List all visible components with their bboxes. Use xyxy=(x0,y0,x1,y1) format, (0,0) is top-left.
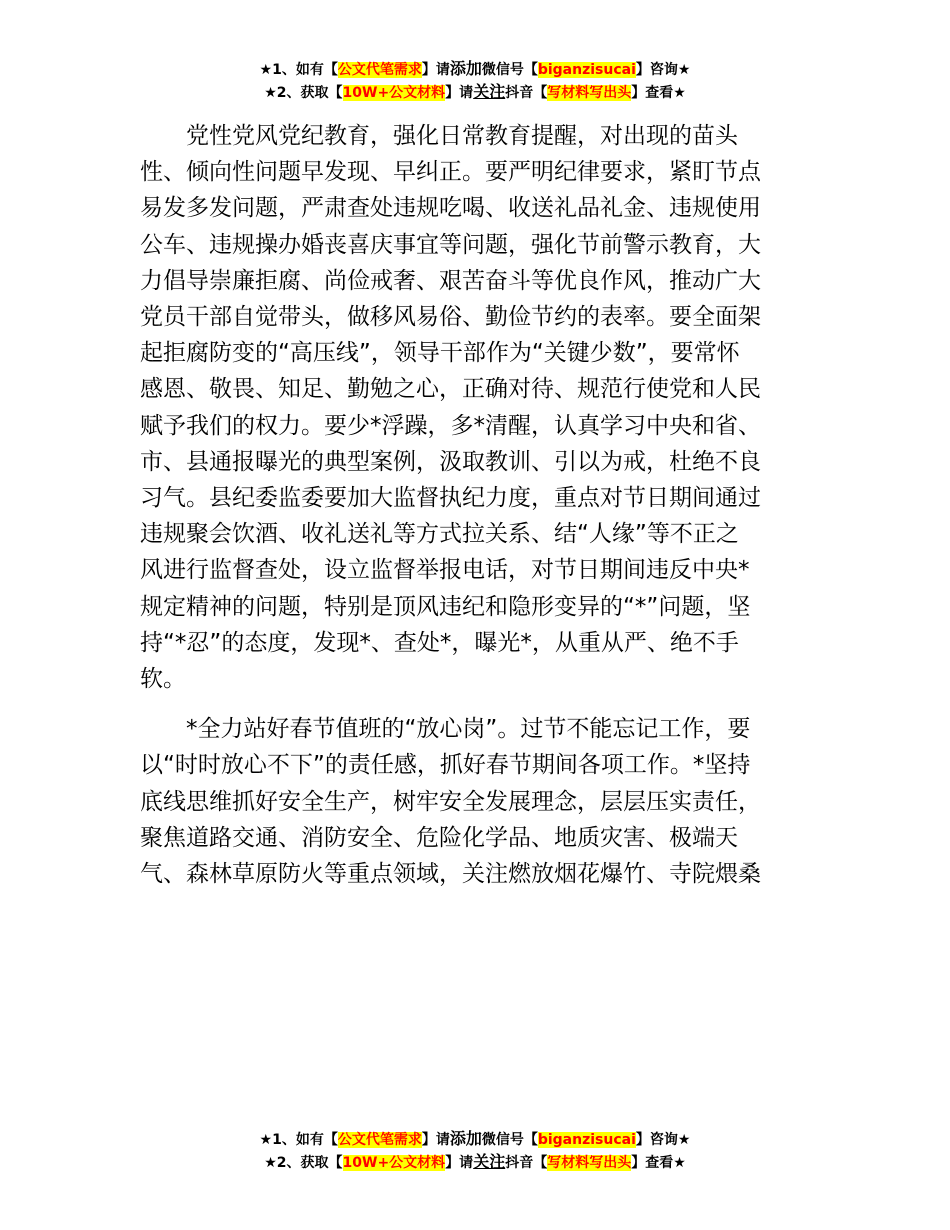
text-line: 性、倾向性问题早发现、早纠正。要严明纪律要求，紧盯节点 xyxy=(140,159,761,186)
banner-text: 】咨询★ xyxy=(635,62,691,78)
banner-highlight-douyin-id: 写材料写出头 xyxy=(547,85,632,101)
paragraph-spacer xyxy=(140,697,812,711)
text-line: 公车、违规操办婚丧喜庆事宜等问题，强化节前警示教育，大 xyxy=(140,231,761,258)
banner-highlight: 10W+公文材料 xyxy=(342,1155,446,1171)
text-line: 党性党风党纪教育，强化日常教育提醒，对出现的苗头 xyxy=(186,123,738,149)
text-line: 赋予我们的权力。要少*浮躁，多*清醒，认真学习中央和省、 xyxy=(140,412,761,439)
banner-text: 】请 xyxy=(445,1155,474,1171)
banner-text: ★1、如有【 xyxy=(259,62,338,78)
banner-emphasis: 添加 xyxy=(449,1129,482,1148)
text-line: 习气。县纪委监委要加大监督执纪力度，重点对节日期间通过 xyxy=(140,485,761,512)
banner-text: 】请 xyxy=(421,1132,450,1148)
text-line: 感恩、敬畏、知足、勤勉之心，正确对待、规范行使党和人民 xyxy=(140,376,761,403)
banner-text: 】查看★ xyxy=(631,1155,686,1171)
text-line: 持“*忍”的态度，发现*、查处*，曝光*，从重从严、绝不手 xyxy=(140,629,739,656)
text-line: 聚焦道路交通、消防安全、危险化学品、地质灾害、极端天 xyxy=(140,824,738,851)
banner-highlight-wechat-id: biganzisucai xyxy=(537,1132,636,1148)
text-line: 党员干部自觉带头，做移风易俗、勤俭节约的表率。要全面架 xyxy=(140,304,761,331)
paragraph-1 xyxy=(140,118,812,697)
paragraph-2 xyxy=(140,711,812,892)
text-line: 违规聚会饮酒、收礼送礼等方式拉关系、结“人缘”等不正之 xyxy=(140,521,739,548)
banner-highlight-douyin-id: 写材料写出头 xyxy=(547,1155,632,1171)
text-line: 气、森林草原防火等重点领域，关注燃放烟花爆竹、寺院煨桑 xyxy=(140,861,761,888)
banner-highlight: 公文代笔需求 xyxy=(337,62,422,78)
banner-line-2 xyxy=(0,1151,950,1174)
banner-text: 抖音【 xyxy=(505,85,548,101)
text-line: 易发多发问题，严肃查处违规吃喝、收送礼品礼金、违规使用 xyxy=(140,195,761,222)
text-line: 规定精神的问题，特别是顶风违纪和隐形变异的“*”问题，坚 xyxy=(140,593,751,620)
banner-text: 抖音【 xyxy=(505,1155,548,1171)
text-line: *全力站好春节值班的“放心岗”。过节不能忘记工作，要 xyxy=(186,716,751,743)
banner-line-2 xyxy=(0,81,950,104)
document-body xyxy=(140,118,812,892)
text-line: 市、县通报曝光的典型案例，汲取教训、引以为戒，杜绝不良 xyxy=(140,448,761,475)
text-line: 力倡导崇廉拒腐、尚俭戒奢、艰苦奋斗等优良作风，推动广大 xyxy=(140,267,761,294)
text-line: 风进行监督查处，设立监督举报电话，对节日期间违反中央* xyxy=(140,557,750,584)
banner-text: ★1、如有【 xyxy=(259,1132,338,1148)
text-line: 底线思维抓好安全生产，树牢安全发展理念，层层压实责任， xyxy=(140,788,761,815)
banner-text: ★2、获取【 xyxy=(264,85,343,101)
banner-emphasis: 关注 xyxy=(473,1152,506,1171)
text-line: 软。 xyxy=(140,666,186,693)
banner-text: 】查看★ xyxy=(631,85,686,101)
banner-text: 】咨询★ xyxy=(635,1132,691,1148)
banner-highlight: 10W+公文材料 xyxy=(342,85,446,101)
banner-text: ★2、获取【 xyxy=(264,1155,343,1171)
footer-banner xyxy=(0,1128,950,1174)
text-line: 起拒腐防变的“高压线”，领导干部作为“关键少数”，要常怀 xyxy=(140,340,740,367)
text-line: 以“时时放心不下”的责任感，抓好春节期间各项工作。*坚持 xyxy=(140,752,751,779)
banner-line-1 xyxy=(0,1128,950,1151)
banner-text: 微信号【 xyxy=(481,1132,538,1148)
banner-emphasis: 添加 xyxy=(449,59,482,78)
banner-highlight-wechat-id: biganzisucai xyxy=(537,62,636,78)
banner-text: 】请 xyxy=(445,85,474,101)
banner-text: 】请 xyxy=(421,62,450,78)
banner-highlight: 公文代笔需求 xyxy=(337,1132,422,1148)
banner-line-1 xyxy=(0,58,950,81)
banner-emphasis: 关注 xyxy=(473,82,506,101)
header-banner xyxy=(0,58,950,104)
banner-text: 微信号【 xyxy=(481,62,538,78)
